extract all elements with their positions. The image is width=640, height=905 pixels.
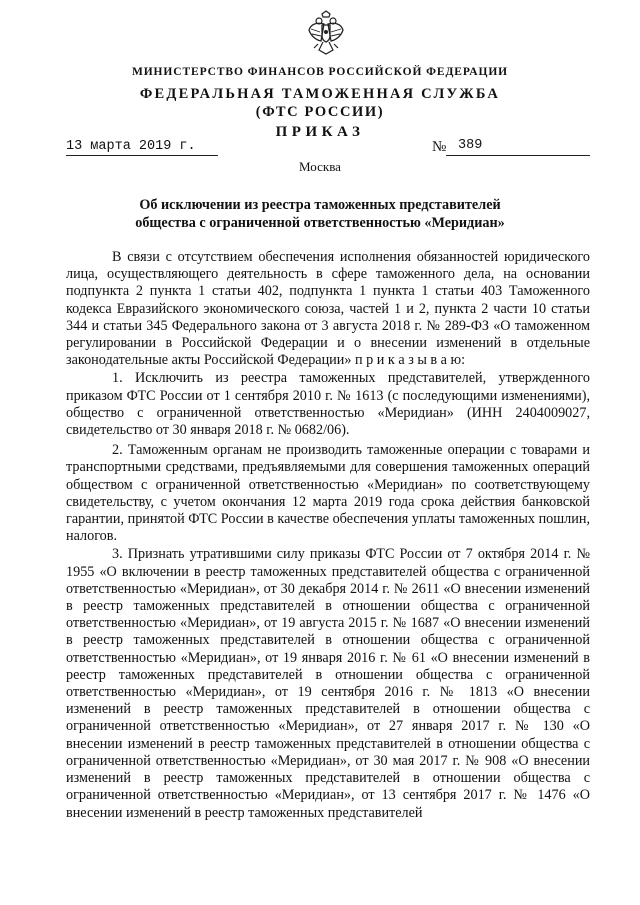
ministry-heading: МИНИСТЕРСТВО ФИНАНСОВ РОССИЙСКОЙ ФЕДЕРАЦИИ [131, 66, 509, 78]
number-sign: № [432, 139, 447, 155]
service-short-heading: (ФТС РОССИИ) [255, 104, 385, 120]
preamble-paragraph: В связи с отсутствием обеспечения исполнения обязанностей юридического лица, осуществляющего деятельность в сфере таможенного дела, на основании подпункта 2 пункта 1 статьи 402, подпункта 1 пункта 1 статьи 403 Таможенного кодекса Евразийского экономического союза, частей 1 и 2, пункта 2 части 10 статьи 344 и статьи 345 Федерального закона от 3 августа 2018 г. № 289-ФЗ «О таможенном регулировании в Российской Федерации и о внесении изменений в отдельные законодательные акты Российской Федерации» п р и к а з ы в а ю: [66, 249, 590, 369]
date-underline [66, 155, 218, 156]
number-underline [446, 155, 590, 156]
document-type-heading: ПРИКАЗ [275, 124, 365, 140]
service-heading: ФЕДЕРАЛЬНАЯ ТАМОЖЕННАЯ СЛУЖБА [139, 86, 501, 102]
order-number: 389 [458, 138, 483, 153]
document-title [0, 196, 640, 232]
city: Москва [299, 159, 341, 174]
clause-2-paragraph: 2. Таможенным органам не производить таможенные операции с товарами и транспортными средствами, предъявляемыми для совершения таможенных операций обществом с ограниченной ответственностью «Меридиан» по соответствующему свидетельству, с учетом окончания 12 марта 2019 года срока действия банковской гарантии, принятой ФТС России в качестве обеспечения уплаты таможенных пошлин, налогов. [66, 442, 590, 545]
document-body [66, 249, 590, 823]
clause-1-paragraph: 1. Исключить из реестра таможенных представителей, утвержденного приказом ФТС России от 1 сентября 2010 г. № 1613 (с последующими изменениями), общество с ограниченной ответственностью «Меридиан» (ИНН 2404009027, свидетельство от 30 января 2018 г. № 0682/06). [66, 370, 590, 439]
coat-of-arms-icon [307, 10, 345, 58]
title-line: Об исключении из реестра таможенных представителей [139, 197, 501, 213]
clause-3-paragraph: 3. Признать утратившими силу приказы ФТС России от 7 октября 2014 г. № 1955 «О включении в реестр таможенных представителей общества с ограниченной ответственностью «Меридиан», от 30 декабря 2014 г. № 2611 «О внесении изменений в реестр таможенных представителей в отношении общества с ограниченной ответственностью «Меридиан», от 19 августа 2015 г. № 1687 «О внесении изменений в реестр таможенных представителей в отношении общества с ограниченной ответственностью «Меридиан», от 19 января 2016 г. № 61 «О внесении изменений в реестр таможенных представителей в отношении общества с ограниченной ответственностью «Меридиан», от 19 сентября 2016 г. № 1813 «О внесении изменений в реестр таможенных представителей в отношении общества с ограниченной ответственностью «Меридиан», от 27 января 2017 г. № 130 «О внесении изменений в реестр таможенных представителей в отношении общества с ограниченной ответственностью «Меридиан», от 30 мая 2017 г. № 908 «О внесении изменений в реестр таможенных представителей в отношении общества с ограниченной ответственностью «Меридиан», от 13 сентября 2017 г. № 1476 «О внесении изменений в реестр таможенных представителей [66, 546, 590, 821]
order-date: 13 марта 2019 г. [66, 139, 196, 154]
title-line: общества с ограниченной ответственностью «Меридиан» [135, 215, 505, 231]
